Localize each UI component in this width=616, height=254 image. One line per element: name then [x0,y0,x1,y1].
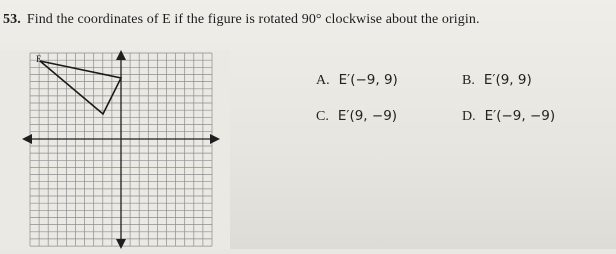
choice-a-text: E′(−9, 9) [338,72,398,88]
vertex-e-label: E [36,54,42,64]
question-prompt [3,12,480,28]
coordinate-grid [0,50,230,249]
choice-c-letter: C. [316,109,329,124]
question-text: Find the coordinates of E if the figure is rotated 90° clockwise about the origin. [26,12,480,27]
answer-choices [316,70,606,150]
grid-background [0,50,230,249]
choice-a[interactable] [316,72,398,89]
choice-b-text: E′(9, 9) [483,72,532,88]
choice-b[interactable] [462,72,532,89]
choice-c-text: E′(9, −9) [337,108,398,124]
choice-d-text: E′(−9, −9) [484,108,556,124]
choice-a-letter: A. [316,73,330,88]
choice-b-letter: B. [462,73,475,88]
choice-d-letter: D. [462,109,476,124]
choice-c[interactable] [316,108,397,125]
choice-d[interactable] [462,108,555,125]
coordinate-grid-figure [0,50,230,249]
question-number: 53. [3,12,21,27]
